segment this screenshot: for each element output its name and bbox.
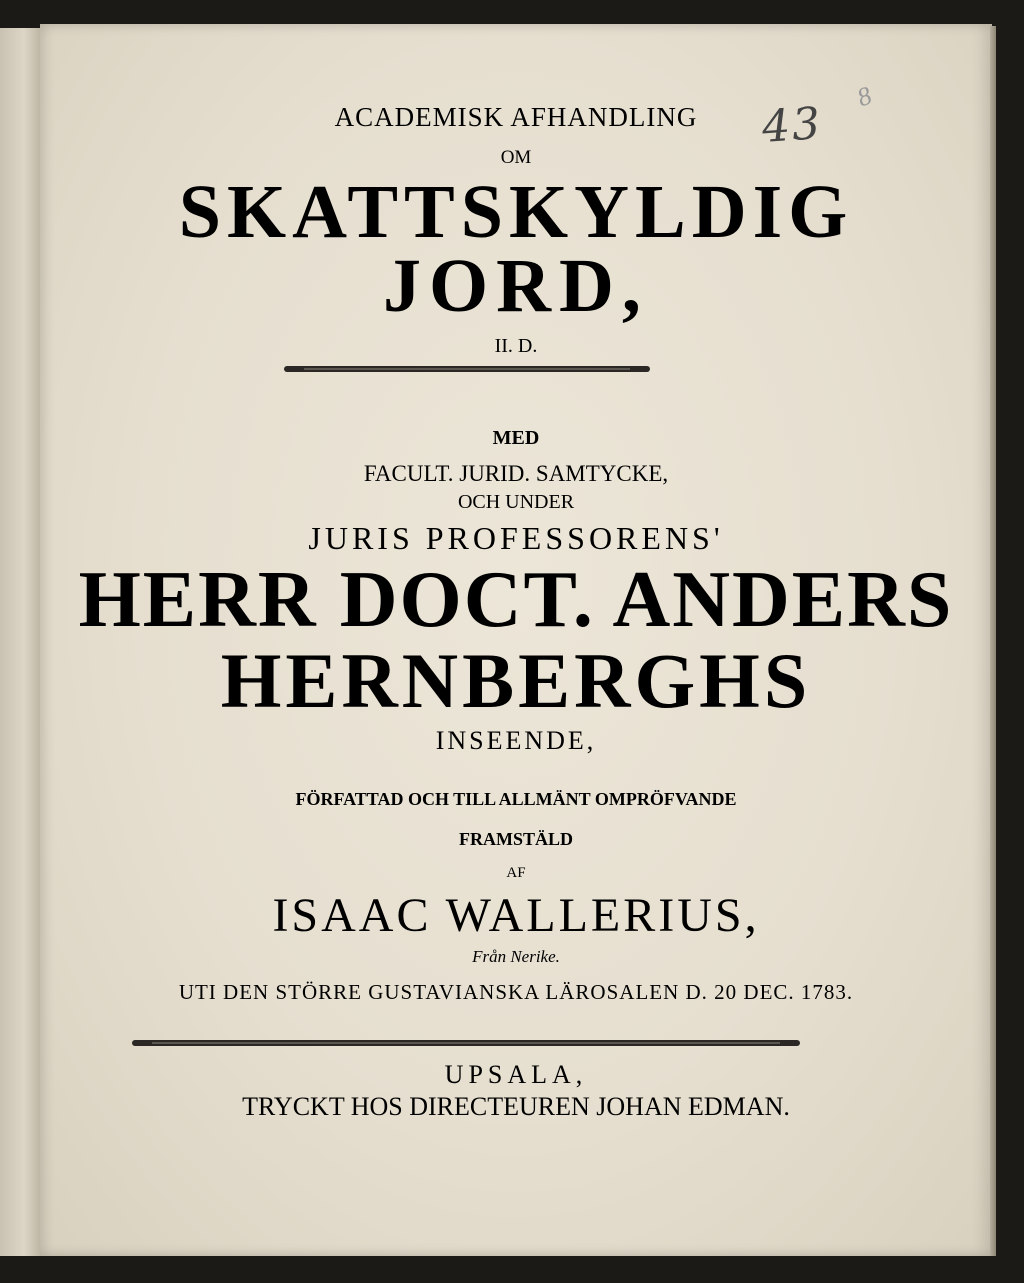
part-number: II. D. xyxy=(494,335,538,357)
main-title-skattskyldig: SKATTSKYLDIG xyxy=(178,170,854,254)
divider-rule-bottom xyxy=(132,1040,800,1046)
text-af: AF xyxy=(506,865,526,881)
facing-page-edge xyxy=(0,28,41,1256)
defense-venue-date: UTI DEN STÖRRE GUSTAVIANSKA LÄROSALEN D. 20 DEC. 1783. xyxy=(178,980,854,1004)
imprint-printer: TRYCKT HOS DIRECTEUREN JOHAN EDMAN. xyxy=(242,1092,790,1121)
author-name: ISAAC WALLERIUS, xyxy=(272,889,760,942)
main-title-jord: JORD, xyxy=(383,244,649,328)
divider-rule-top xyxy=(284,366,650,372)
text-inseende: INSEENDE, xyxy=(435,726,597,755)
heading-academic-dissertation: ACADEMISK AFHANDLING xyxy=(334,102,698,132)
text-med: MED xyxy=(492,427,540,449)
text-hernberghs: HERNBERGHS xyxy=(220,637,812,724)
heading-om: OM xyxy=(500,147,532,168)
imprint-city: UPSALA, xyxy=(444,1060,588,1089)
text-juris-professorens: JURIS PROFESSORENS' xyxy=(308,520,724,556)
text-framstald: FRAMSTÄLD xyxy=(458,829,573,849)
text-herr-doct-anders: HERR DOCT. ANDERS xyxy=(78,556,954,644)
text-facult-jurid: FACULT. JURID. SAMTYCKE, xyxy=(363,461,669,486)
handwritten-page-number: 43 xyxy=(760,97,824,154)
text-och-under: OCH UNDER xyxy=(457,491,575,513)
author-origin: Från Nerike. xyxy=(472,947,560,966)
text-forfattad: FÖRFATTAD OCH TILL ALLMÄNT OMPRÖFVANDE xyxy=(295,789,737,809)
handwritten-corner-mark: 8 xyxy=(853,80,876,113)
